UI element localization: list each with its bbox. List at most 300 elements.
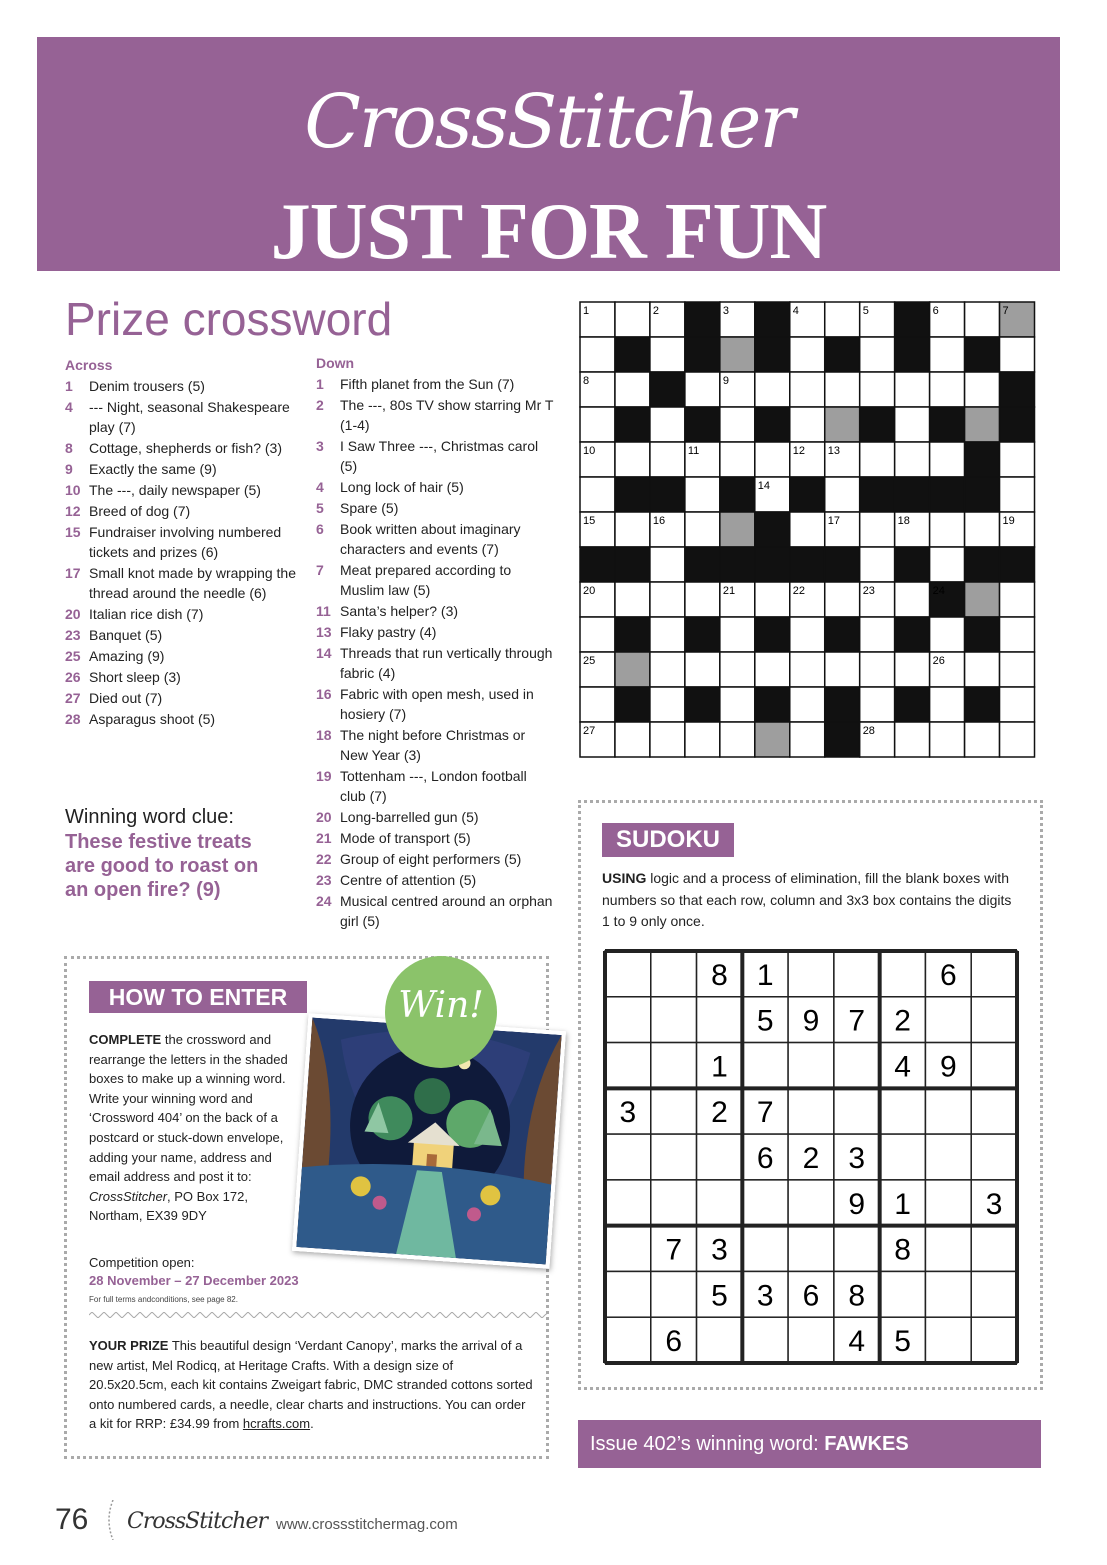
crossword-block: [755, 407, 790, 442]
crossword-cell[interactable]: [615, 372, 650, 407]
sudoku-cell[interactable]: [697, 1180, 743, 1226]
crossword-block: [895, 302, 930, 337]
crossword-number: 4: [792, 305, 799, 317]
crossword-cell[interactable]: [860, 687, 895, 722]
clue-number: 28: [65, 711, 81, 727]
down-clue: [316, 684, 556, 724]
sudoku-cell[interactable]: [651, 1088, 697, 1134]
sudoku-body: logic and a process of elimination, fill the blank boxes with numbers so that each row, column and 3x3 box contains the digits 1 to 9 only once.: [602, 870, 1012, 929]
crossword-block: [685, 547, 720, 582]
sudoku-cell[interactable]: [971, 1226, 1017, 1272]
page-number: 76: [55, 1503, 89, 1536]
clue-text: Santa’s helper? (3): [340, 603, 459, 619]
crossword-number: 20: [583, 585, 596, 597]
crossword-cell[interactable]: [965, 372, 1000, 407]
crossword-block: [825, 722, 860, 757]
sudoku-cell[interactable]: [697, 1317, 743, 1363]
crossword-cell[interactable]: [615, 582, 650, 617]
clue-number: 2: [316, 397, 324, 413]
entry-lead: COMPLETE: [89, 1032, 162, 1047]
crossword-cell[interactable]: [860, 372, 895, 407]
sudoku-cell[interactable]: [834, 1043, 880, 1089]
sudoku-cell[interactable]: [742, 1043, 788, 1089]
clue-number: 1: [316, 376, 324, 392]
down-clue: [316, 725, 556, 765]
crossword-cell[interactable]: [1000, 337, 1035, 372]
crossword-cell[interactable]: [685, 652, 720, 687]
crossword-grid[interactable]: [578, 300, 1043, 762]
clue-text: Group of eight performers (5): [340, 851, 522, 867]
crossword-number: 18: [897, 515, 910, 527]
section-title: JUST FOR FUN: [270, 188, 827, 276]
crossword-block: [965, 477, 1000, 512]
crossword-cell[interactable]: [685, 722, 720, 757]
clue-number: 26: [65, 669, 81, 685]
clue-number: 20: [316, 809, 332, 825]
sudoku-cell[interactable]: [971, 1271, 1017, 1317]
crossword-number: 17: [827, 515, 840, 527]
crossword-cell[interactable]: [965, 652, 1000, 687]
crossword-number: 27: [583, 725, 596, 737]
sudoku-cell[interactable]: [834, 1088, 880, 1134]
crossword-block: [895, 617, 930, 652]
crossword-cell[interactable]: [650, 617, 685, 652]
crossword-cell[interactable]: [965, 512, 1000, 547]
sudoku-cell[interactable]: [925, 1271, 971, 1317]
crossword-cell[interactable]: [825, 652, 860, 687]
crossword-cell[interactable]: [615, 442, 650, 477]
crossword-cell[interactable]: [790, 722, 825, 757]
down-clue: [316, 560, 556, 600]
down-clue: [316, 374, 556, 394]
clue-text: Flaky pastry (4): [340, 624, 437, 640]
crossword-number: 13: [827, 445, 840, 457]
clue-text: The ---, 80s TV show starring Mr T (1-4): [340, 397, 554, 433]
competition-label: Competition open:: [89, 1255, 195, 1270]
clue-number: 23: [65, 627, 81, 643]
crossword-cell[interactable]: [930, 722, 965, 757]
crossword-cell[interactable]: [790, 652, 825, 687]
crossword-cell[interactable]: [930, 372, 965, 407]
crossword-block: [965, 547, 1000, 582]
sudoku-given: 5: [756, 1004, 774, 1038]
sudoku-cell[interactable]: [880, 1088, 926, 1134]
crossword-cell[interactable]: [930, 512, 965, 547]
clue-text: Italian rice dish (7): [89, 606, 204, 622]
winning-word-label: Winning word clue:: [65, 806, 234, 828]
crossword-cell[interactable]: [790, 687, 825, 722]
crossword-cell[interactable]: [930, 547, 965, 582]
sudoku-cell[interactable]: [834, 1226, 880, 1272]
sudoku-cell[interactable]: [651, 1134, 697, 1180]
crossword-cell[interactable]: [580, 687, 615, 722]
sudoku-given: 4: [894, 1050, 911, 1084]
sudoku-given: 7: [665, 1233, 683, 1267]
crossword-shaded-cell[interactable]: [615, 652, 650, 687]
crossword-number: 9: [722, 375, 729, 387]
sudoku-cell[interactable]: [971, 997, 1017, 1043]
entry-address: , PO Box 172, Northam, EX39 9DY: [89, 1188, 248, 1224]
clue-text: Long lock of hair (5): [340, 479, 464, 495]
down-clue: [316, 498, 556, 518]
crossword-cell[interactable]: [615, 512, 650, 547]
sudoku-cell[interactable]: [925, 1134, 971, 1180]
sudoku-cell[interactable]: [742, 1180, 788, 1226]
crossword-number: 15: [583, 515, 596, 527]
clue-number: 17: [65, 565, 81, 581]
crossword-block: [650, 477, 685, 512]
crossword-number: 21: [722, 585, 736, 597]
clue-text: Denim trousers (5): [89, 378, 205, 394]
sudoku-cell[interactable]: [651, 997, 697, 1043]
down-clue: [316, 519, 556, 559]
crossword-block: [755, 512, 790, 547]
across-heading: Across: [65, 357, 113, 373]
crossword-cell[interactable]: [860, 617, 895, 652]
prize-body: This beautiful design ‘Verdant Canopy’, marks the arrival of a new artist, Mel Rodicq, at Heritage Crafts. With a design size of 20.5x20.5cm, each kit contains Zweigart fabric, DMC stranded cottons sorted onto numbered cards, a needle, clear charts and instructions. You can order a kit for RRP: £34.99 from: [89, 1338, 533, 1431]
sudoku-cell[interactable]: [742, 1317, 788, 1363]
crossword-cell[interactable]: [650, 582, 685, 617]
sudoku-cell[interactable]: [880, 951, 926, 997]
crossword-cell[interactable]: [720, 722, 755, 757]
crossword-cell[interactable]: [790, 617, 825, 652]
crossword-cell[interactable]: [685, 372, 720, 407]
crossword-cell[interactable]: [755, 652, 790, 687]
down-clue: [316, 891, 556, 931]
crossword-cell[interactable]: [650, 652, 685, 687]
sudoku-grid[interactable]: [602, 948, 1020, 1366]
entry-mag: CrossStitcher: [89, 1188, 168, 1204]
sudoku-cell[interactable]: [788, 1180, 834, 1226]
clue-text: Fundraiser involving numbered tickets and prizes (6): [89, 524, 282, 560]
crossword-cell[interactable]: [720, 687, 755, 722]
sudoku-cell[interactable]: [651, 1271, 697, 1317]
clue-text: Musical centred around an orphan girl (5): [340, 893, 553, 929]
clue-number: 24: [316, 893, 332, 909]
clue-number: 20: [65, 606, 81, 622]
sudoku-given: 3: [711, 1233, 728, 1267]
footer-separator: [103, 1500, 119, 1540]
sudoku-cell[interactable]: [651, 1180, 697, 1226]
sudoku-given: 4: [848, 1325, 866, 1359]
across-clue: [65, 480, 305, 500]
crossword-block: [615, 687, 650, 722]
crossword-cell[interactable]: [720, 442, 755, 477]
crossword-block: [755, 302, 790, 337]
crossword-cell[interactable]: [825, 302, 860, 337]
sudoku-given: 1: [711, 1050, 728, 1084]
crossword-cell[interactable]: [580, 617, 615, 652]
prize-lead: YOUR PRIZE: [89, 1338, 169, 1353]
clue-text: I Saw Three ---, Christmas carol (5): [340, 438, 539, 474]
clue-number: 11: [316, 603, 331, 619]
down-clue: [316, 436, 556, 476]
sudoku-cell[interactable]: [605, 1271, 651, 1317]
sudoku-cell[interactable]: [925, 997, 971, 1043]
crossword-cell[interactable]: [930, 442, 965, 477]
crossword-cell[interactable]: [860, 652, 895, 687]
crossword-cell[interactable]: [895, 372, 930, 407]
winning-word-clue: These festive treats are good to roast on an open fire? (9): [65, 831, 259, 901]
crossword-block: [790, 477, 825, 512]
crossword-cell[interactable]: [860, 547, 895, 582]
crossword-cell[interactable]: [1000, 442, 1035, 477]
crossword-cell[interactable]: [580, 337, 615, 372]
crossword-number: 14: [757, 480, 771, 492]
crossword-cell[interactable]: [580, 407, 615, 442]
crossword-cell[interactable]: [615, 302, 650, 337]
across-clues: [65, 376, 305, 730]
crossword-block: [685, 617, 720, 652]
crossword-number: 5: [862, 305, 869, 317]
across-clue: [65, 397, 305, 437]
sudoku-cell[interactable]: [880, 1271, 926, 1317]
crossword-cell[interactable]: [895, 652, 930, 687]
clue-number: 6: [316, 521, 324, 537]
down-clue: [316, 477, 556, 497]
crossword-block: [860, 407, 895, 442]
clue-text: Book written about imaginary characters and events (7): [340, 521, 521, 557]
prize-link[interactable]: hcrafts.com: [242, 1416, 311, 1431]
sudoku-cell[interactable]: [605, 1226, 651, 1272]
sudoku-cell[interactable]: [788, 1317, 834, 1363]
clue-number: 16: [316, 686, 332, 702]
crossword-cell[interactable]: [685, 477, 720, 512]
sudoku-cell[interactable]: [971, 951, 1017, 997]
sudoku-cell[interactable]: [971, 1088, 1017, 1134]
crossword-cell[interactable]: [1000, 582, 1035, 617]
crossword-cell[interactable]: [825, 477, 860, 512]
competition-dates: 28 November – 27 December 2023: [89, 1273, 299, 1288]
crossword-cell[interactable]: [790, 337, 825, 372]
crossword-cell[interactable]: [755, 582, 790, 617]
clue-number: 14: [316, 645, 332, 661]
crossword-block: [965, 442, 1000, 477]
sudoku-given: 9: [848, 1187, 866, 1221]
crossword-cell[interactable]: [895, 407, 930, 442]
sudoku-given: 7: [848, 1004, 866, 1038]
footer-brand: CrossStitcher: [127, 1509, 267, 1534]
crossword-block: [895, 687, 930, 722]
crossword-cell[interactable]: [650, 442, 685, 477]
crossword-block: [790, 547, 825, 582]
sudoku-cell[interactable]: [834, 951, 880, 997]
win-badge: Win!: [385, 956, 497, 1068]
down-clue: [316, 870, 556, 890]
crossword-number: 8: [583, 375, 590, 387]
crossword-cell[interactable]: [1000, 687, 1035, 722]
down-clue: [316, 395, 556, 435]
crossword-number: 22: [792, 585, 806, 597]
crossword-cell[interactable]: [895, 722, 930, 757]
crossword-cell[interactable]: [1000, 477, 1035, 512]
sudoku-given: 3: [985, 1187, 1003, 1221]
crossword-cell[interactable]: [615, 722, 650, 757]
crossword-cell[interactable]: [860, 512, 895, 547]
crossword-shaded-cell[interactable]: [965, 582, 1000, 617]
crossword-shaded-cell[interactable]: [755, 722, 790, 757]
down-clue: [316, 807, 556, 827]
sudoku-cell[interactable]: [971, 1317, 1017, 1363]
crossword-shaded-cell[interactable]: [720, 512, 755, 547]
sudoku-cell[interactable]: [605, 997, 651, 1043]
clue-number: 27: [65, 690, 81, 706]
clue-number: 22: [316, 851, 332, 867]
clue-text: Mode of transport (5): [340, 830, 471, 846]
footer-url[interactable]: www.crossstitchermag.com: [276, 1516, 458, 1533]
clue-text: The ---, daily newspaper (5): [89, 482, 261, 498]
across-clue: [65, 709, 305, 729]
crossword-block: [615, 407, 650, 442]
crossword-cell[interactable]: [860, 337, 895, 372]
clue-text: Cottage, shepherds or fish? (3): [89, 440, 282, 456]
crossword-number: 19: [1002, 515, 1015, 527]
down-clue: [316, 766, 556, 806]
crossword-number: 25: [583, 655, 596, 667]
crossword-block: [755, 547, 790, 582]
clue-number: 1: [65, 378, 73, 394]
crossword-cell[interactable]: [930, 617, 965, 652]
clue-number: 8: [65, 440, 73, 456]
clue-number: 15: [65, 524, 81, 540]
crossword-cell[interactable]: [720, 407, 755, 442]
clue-number: 5: [316, 500, 324, 516]
crossword-block: [895, 337, 930, 372]
crossword-shaded-cell[interactable]: [825, 407, 860, 442]
sudoku-cell[interactable]: [697, 1134, 743, 1180]
how-to-enter-heading: HOW TO ENTER: [89, 981, 307, 1013]
crossword-number: 10: [583, 445, 596, 457]
sudoku-cell[interactable]: [925, 1317, 971, 1363]
sudoku-cell[interactable]: [605, 1180, 651, 1226]
across-clue: [65, 501, 305, 521]
across-clue: [65, 438, 305, 458]
clue-number: 19: [316, 768, 332, 784]
clue-number: 12: [65, 503, 81, 519]
down-clue: [316, 643, 556, 683]
crossword-cell[interactable]: [685, 582, 720, 617]
crossword-block: [1000, 407, 1035, 442]
crossword-cell[interactable]: [930, 337, 965, 372]
crossword-cell[interactable]: [895, 442, 930, 477]
crossword-block: [825, 617, 860, 652]
crossword-cell[interactable]: [930, 687, 965, 722]
across-clue: [65, 667, 305, 687]
crossword-number: 23: [862, 585, 875, 597]
sudoku-cell[interactable]: [651, 1043, 697, 1089]
sudoku-cell[interactable]: [605, 1317, 651, 1363]
crossword-cell[interactable]: [650, 722, 685, 757]
crossword-block: [615, 337, 650, 372]
sudoku-cell[interactable]: [605, 1043, 651, 1089]
across-clue: [65, 563, 305, 603]
across-clue: [65, 688, 305, 708]
prize-description: [89, 1336, 534, 1434]
sudoku-cell[interactable]: [971, 1043, 1017, 1089]
crossword-number: 7: [1002, 305, 1009, 317]
sudoku-given: 3: [848, 1142, 866, 1175]
crossword-cell[interactable]: [790, 372, 825, 407]
crossword-cell[interactable]: [1000, 722, 1035, 757]
sudoku-heading: SUDOKU: [602, 823, 734, 857]
sudoku-given: 5: [894, 1325, 911, 1359]
crossword-cell[interactable]: [650, 687, 685, 722]
sudoku-cell[interactable]: [788, 951, 834, 997]
crossword-cell[interactable]: [825, 372, 860, 407]
down-clue: [316, 622, 556, 642]
sudoku-cell[interactable]: [925, 1088, 971, 1134]
crossword-cell[interactable]: [1000, 617, 1035, 652]
crossword-cell[interactable]: [650, 337, 685, 372]
crossword-cell[interactable]: [965, 722, 1000, 757]
sudoku-given: 2: [802, 1142, 820, 1175]
crossword-cell[interactable]: [755, 442, 790, 477]
clue-text: Fifth planet from the Sun (7): [340, 376, 515, 392]
sudoku-cell[interactable]: [651, 951, 697, 997]
sudoku-cell[interactable]: [971, 1134, 1017, 1180]
crossword-block: [930, 407, 965, 442]
sudoku-given: 3: [619, 1096, 637, 1130]
winner-word: FAWKES: [824, 1433, 909, 1455]
crossword-cell[interactable]: [720, 652, 755, 687]
sudoku-given: 2: [894, 1004, 911, 1038]
crossword-cell[interactable]: [860, 442, 895, 477]
crossword-block: [720, 547, 755, 582]
crossword-cell[interactable]: [790, 512, 825, 547]
crossword-cell[interactable]: [895, 582, 930, 617]
crossword-shaded-cell[interactable]: [965, 407, 1000, 442]
crossword-block: [650, 372, 685, 407]
clue-number: 9: [65, 461, 73, 477]
sudoku-cell[interactable]: [925, 1180, 971, 1226]
crossword-shaded-cell[interactable]: [720, 337, 755, 372]
terms-note: For full terms andconditions, see page 82.: [89, 1295, 238, 1304]
sudoku-cell[interactable]: [605, 1134, 651, 1180]
crossword-cell[interactable]: [720, 617, 755, 652]
divider: [89, 1312, 549, 1318]
crossword-cell[interactable]: [965, 302, 1000, 337]
crossword-cell[interactable]: [790, 407, 825, 442]
sudoku-cell[interactable]: [880, 1134, 926, 1180]
crossword-title: Prize crossword: [65, 293, 393, 345]
across-clue: [65, 522, 305, 562]
crossword-cell[interactable]: [755, 372, 790, 407]
sudoku-cell[interactable]: [697, 997, 743, 1043]
crossword-block: [685, 302, 720, 337]
sudoku-cell[interactable]: [925, 1226, 971, 1272]
sudoku-cell[interactable]: [788, 1043, 834, 1089]
crossword-cell[interactable]: [580, 477, 615, 512]
crossword-number: 3: [722, 305, 729, 317]
sudoku-cell[interactable]: [742, 1226, 788, 1272]
crossword-cell[interactable]: [650, 407, 685, 442]
crossword-cell[interactable]: [650, 547, 685, 582]
crossword-cell[interactable]: [685, 512, 720, 547]
crossword-block: [685, 407, 720, 442]
sudoku-cell[interactable]: [788, 1088, 834, 1134]
sudoku-cell[interactable]: [788, 1226, 834, 1272]
sudoku-given: 8: [711, 958, 728, 992]
crossword-cell[interactable]: [1000, 652, 1035, 687]
sudoku-cell[interactable]: [605, 951, 651, 997]
clue-number: 25: [65, 648, 81, 664]
clue-text: Banquet (5): [89, 627, 163, 643]
crossword-block: [825, 547, 860, 582]
clue-text: Small knot made by wrapping the thread around the needle (6): [89, 565, 296, 601]
clue-text: Died out (7): [89, 690, 163, 706]
crossword-cell[interactable]: [825, 582, 860, 617]
across-clue: [65, 625, 305, 645]
